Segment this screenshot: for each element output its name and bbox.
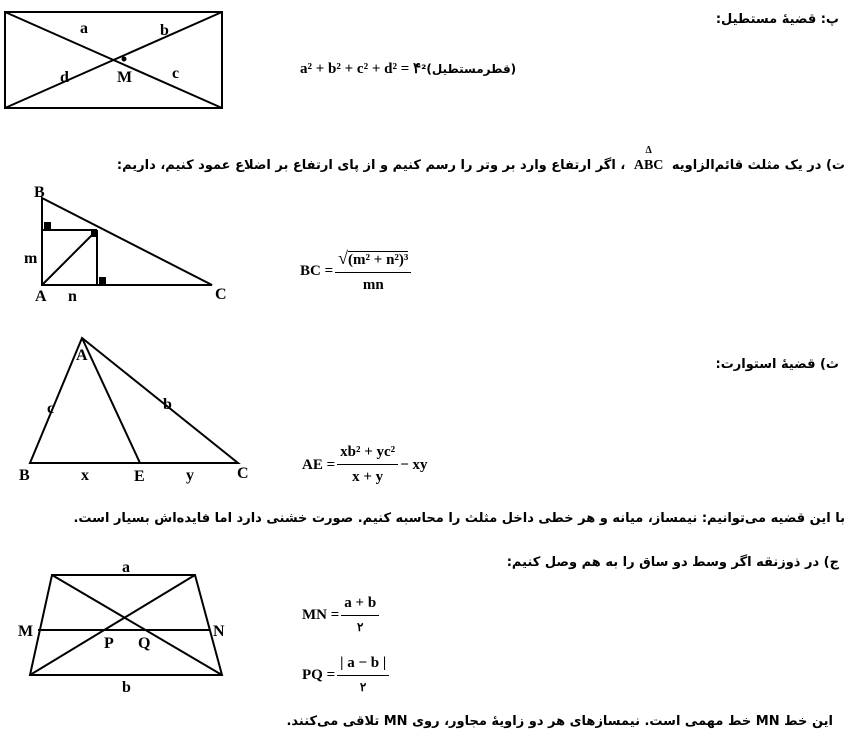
label-n: n (68, 288, 77, 305)
fraction (341, 595, 379, 635)
denominator: mn (362, 277, 384, 293)
heading-part1: ت) در یک مثلث قائم‌الزاویه (671, 158, 845, 173)
label-d: d (60, 69, 69, 86)
formula-lhs: BC = (300, 262, 334, 279)
formula-lhs: AE = (302, 456, 336, 473)
label-C: C (237, 465, 249, 482)
label-b: b (163, 396, 172, 413)
label-E: E (134, 468, 145, 485)
delta-symbol: Δ (645, 145, 652, 156)
trapezoid-note: این خط MN خط مهمی است. نیمسازهای هر دو زاویهٔ مجاور، روی MN تلاقی می‌کنند. (286, 714, 833, 729)
label-b: b (160, 22, 169, 39)
right-triangle-diagram (42, 198, 212, 285)
fraction (337, 444, 398, 486)
formula-lhs: PQ = (302, 666, 336, 683)
label-B: B (34, 184, 45, 201)
label-c: c (172, 65, 180, 82)
heading-part2: ، اگر ارتفاع وارد بر وتر را رسم کنیم و از پای ارتفاع بر اضلاع عمود کنیم، داریم: (116, 158, 626, 173)
numerator: xb² + yc² (337, 444, 398, 465)
numerator: √(m² + n²)³ (335, 248, 411, 273)
label-M: M (18, 623, 34, 640)
numerator: | a − b | (337, 655, 389, 676)
denominator: ۲ (357, 620, 364, 634)
stewart-triangle-diagram (30, 338, 238, 463)
stewart-note: با این قضیه می‌توانیم: نیمساز، میانه و هر خطی داخل مثلث را محاسبه کنیم. صورت خشنی دارد اما فایده‌اش بسیار است. (73, 511, 845, 526)
bc-formula (300, 248, 413, 294)
denominator: x + y (352, 469, 384, 485)
rectangle-heading: پ: قضیهٔ مستطیل: (715, 12, 839, 27)
label-Q: Q (138, 635, 151, 652)
label-C: C (215, 286, 227, 303)
label-N: N (213, 623, 225, 640)
fraction (337, 655, 389, 695)
right-triangle-heading (116, 145, 845, 174)
formula-rhs: (قطرمستطیل)² (421, 62, 517, 76)
label-y: y (186, 467, 194, 484)
stewart-heading: ث) قضیهٔ استوارت: (715, 357, 839, 372)
formula-lhs: MN = (302, 606, 340, 623)
ae-formula (302, 444, 428, 486)
label-b: b (122, 679, 131, 696)
label-M: M (117, 69, 133, 86)
label-B: B (19, 467, 30, 484)
trapezoid-diagram (30, 575, 222, 675)
label-A: A (76, 347, 88, 364)
pq-formula (302, 655, 391, 695)
radicand: (m² + n²)³ (348, 252, 409, 268)
trapezoid-heading: ج) در ذوزنقه اگر وسط دو ساق را به هم وصل کنیم: (506, 555, 839, 570)
fraction (335, 248, 411, 294)
numerator: a + b (341, 595, 379, 616)
rectangle-diagram (5, 12, 222, 108)
label-a: a (80, 20, 88, 37)
label-A: A (35, 288, 47, 305)
denominator: ۲ (359, 680, 367, 694)
label-x: x (81, 467, 89, 484)
label-P: P (104, 635, 114, 652)
label-a: a (122, 559, 130, 576)
label-c: c (47, 400, 55, 417)
formula-tail: − xy (400, 456, 428, 473)
rectangle-formula (300, 59, 516, 78)
formula-lhs: a² + b² + c² + d² = ۴ (300, 61, 422, 77)
mn-formula (302, 595, 381, 635)
label-m: m (24, 250, 38, 267)
abc: ABC (633, 158, 664, 173)
triangle-symbol (633, 145, 664, 174)
